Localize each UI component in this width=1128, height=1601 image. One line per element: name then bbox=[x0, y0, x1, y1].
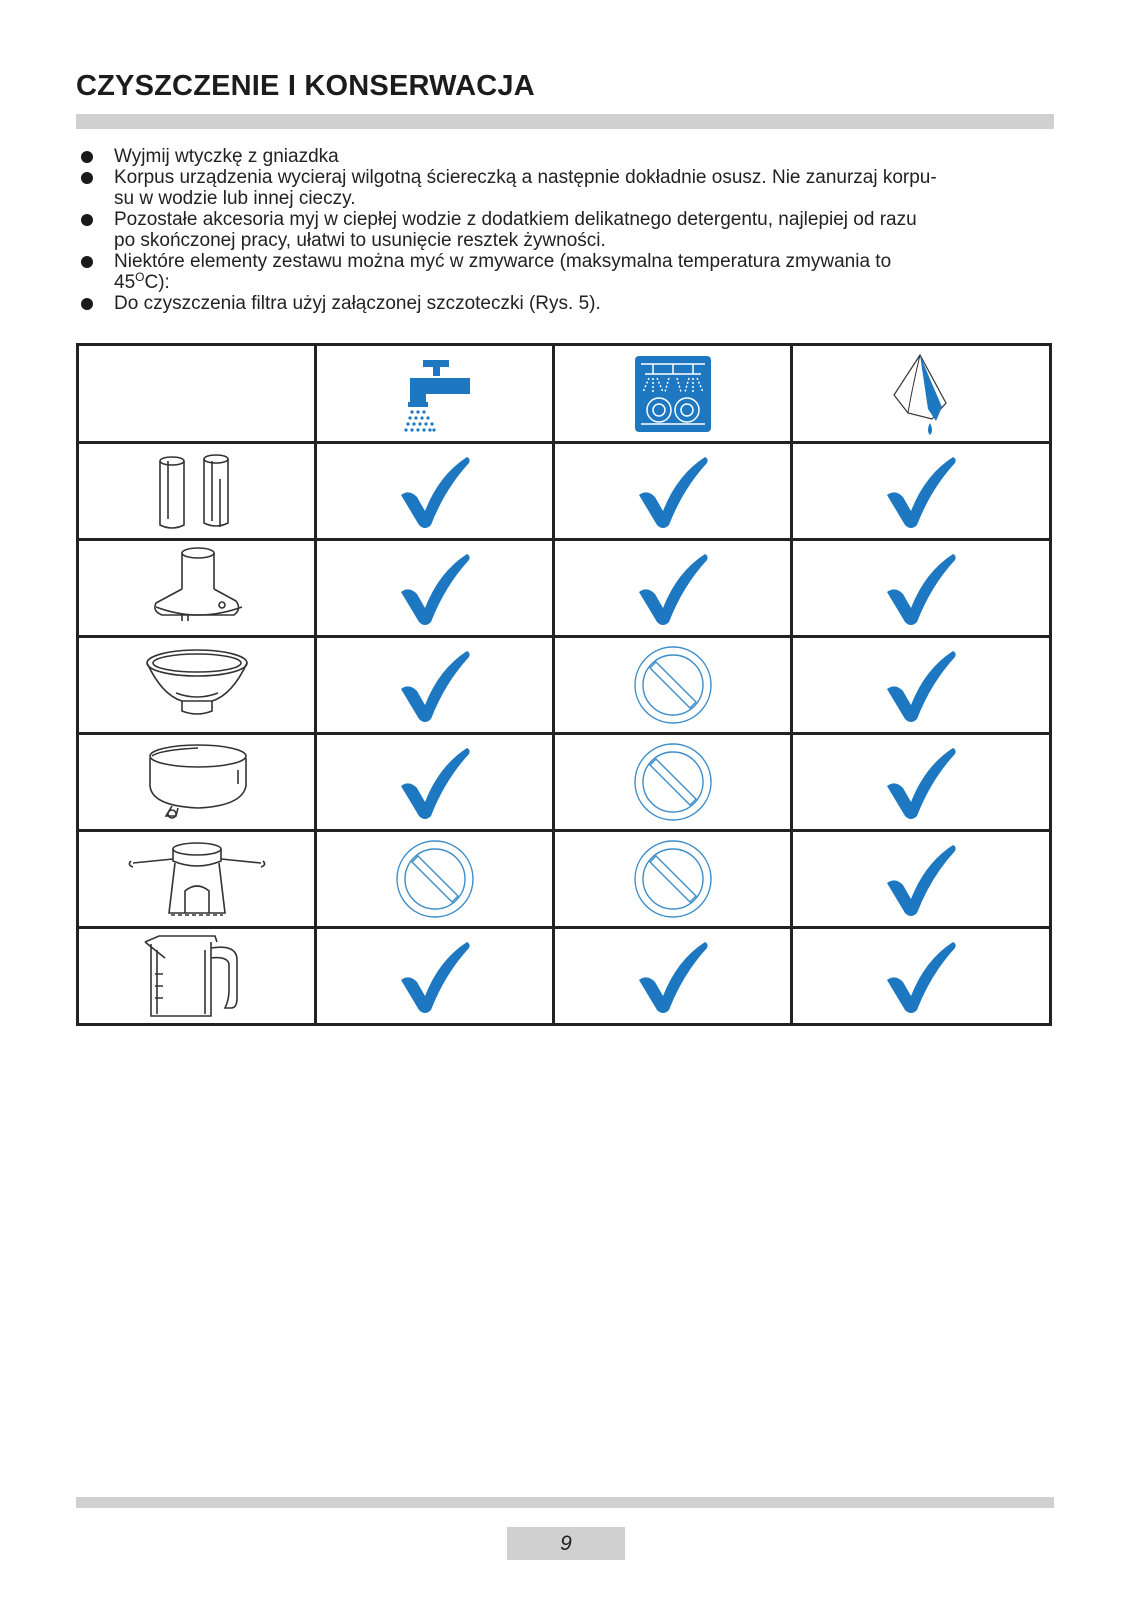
sieve-bowl-icon bbox=[79, 638, 314, 732]
list-item: Wyjmij wtyczkę z gniazdka bbox=[76, 146, 1056, 167]
checkmark-icon bbox=[793, 735, 1049, 829]
table-grid-line bbox=[76, 1023, 1052, 1026]
jug-icon bbox=[79, 929, 314, 1023]
instruction-list bbox=[76, 146, 1056, 314]
footer-bar bbox=[76, 1497, 1054, 1508]
page-title: CZYSZCZENIE I KONSERWACJA bbox=[76, 70, 535, 102]
checkmark-icon bbox=[555, 541, 790, 635]
checkmark-icon bbox=[555, 444, 790, 538]
checkmark-icon bbox=[317, 444, 552, 538]
cleaning-table bbox=[76, 343, 1053, 1038]
prohibited-icon bbox=[555, 735, 790, 829]
checkmark-icon bbox=[317, 638, 552, 732]
prohibited-icon bbox=[555, 832, 790, 926]
checkmark-icon bbox=[317, 929, 552, 1023]
bullet-icon bbox=[81, 298, 93, 310]
list-item: Niektóre elementy zestawu można myć w zmywarce (maksymalna temperatura zmywania to $45^OC$): bbox=[76, 251, 1056, 293]
checkmark-icon bbox=[317, 541, 552, 635]
bullet-icon bbox=[81, 256, 93, 268]
cone-holder-icon bbox=[79, 832, 314, 926]
page-number: 9 bbox=[507, 1527, 625, 1560]
checkmark-icon bbox=[793, 638, 1049, 732]
prohibited-icon bbox=[317, 832, 552, 926]
bullet-icon bbox=[81, 172, 93, 184]
list-item: Korpus urządzenia wycieraj wilgotną ściereczką a następnie dokładnie osusz. Nie zanurzaj korpu- su w wodzie lub innej cieczy. bbox=[76, 167, 1056, 209]
checkmark-icon bbox=[793, 444, 1049, 538]
checkmark-icon bbox=[793, 541, 1049, 635]
checkmark-icon bbox=[555, 929, 790, 1023]
title-underline-bar bbox=[76, 114, 1054, 129]
bullet-icon bbox=[81, 151, 93, 163]
tap-water-icon bbox=[317, 346, 552, 441]
feeder-lid-icon bbox=[79, 541, 314, 635]
list-item: Do czyszczenia filtra użyj załączonej szczoteczki (Rys. 5). bbox=[76, 293, 1056, 314]
checkmark-icon bbox=[793, 929, 1049, 1023]
dishwasher-icon bbox=[555, 346, 790, 441]
juice-container-icon bbox=[79, 735, 314, 829]
cloth-wipe-icon bbox=[793, 346, 1049, 441]
table-grid-line bbox=[1049, 343, 1052, 1026]
filter-tubes-icon bbox=[79, 444, 314, 538]
bullet-icon bbox=[81, 214, 93, 226]
prohibited-icon bbox=[555, 638, 790, 732]
checkmark-icon bbox=[317, 735, 552, 829]
list-item: Pozostałe akcesoria myj w ciepłej wodzie z dodatkiem delikatnego detergentu, najlepiej od razu po skończonej pracy, ułatwi to usunięcie resztek żywności. bbox=[76, 209, 1056, 251]
checkmark-icon bbox=[793, 832, 1049, 926]
